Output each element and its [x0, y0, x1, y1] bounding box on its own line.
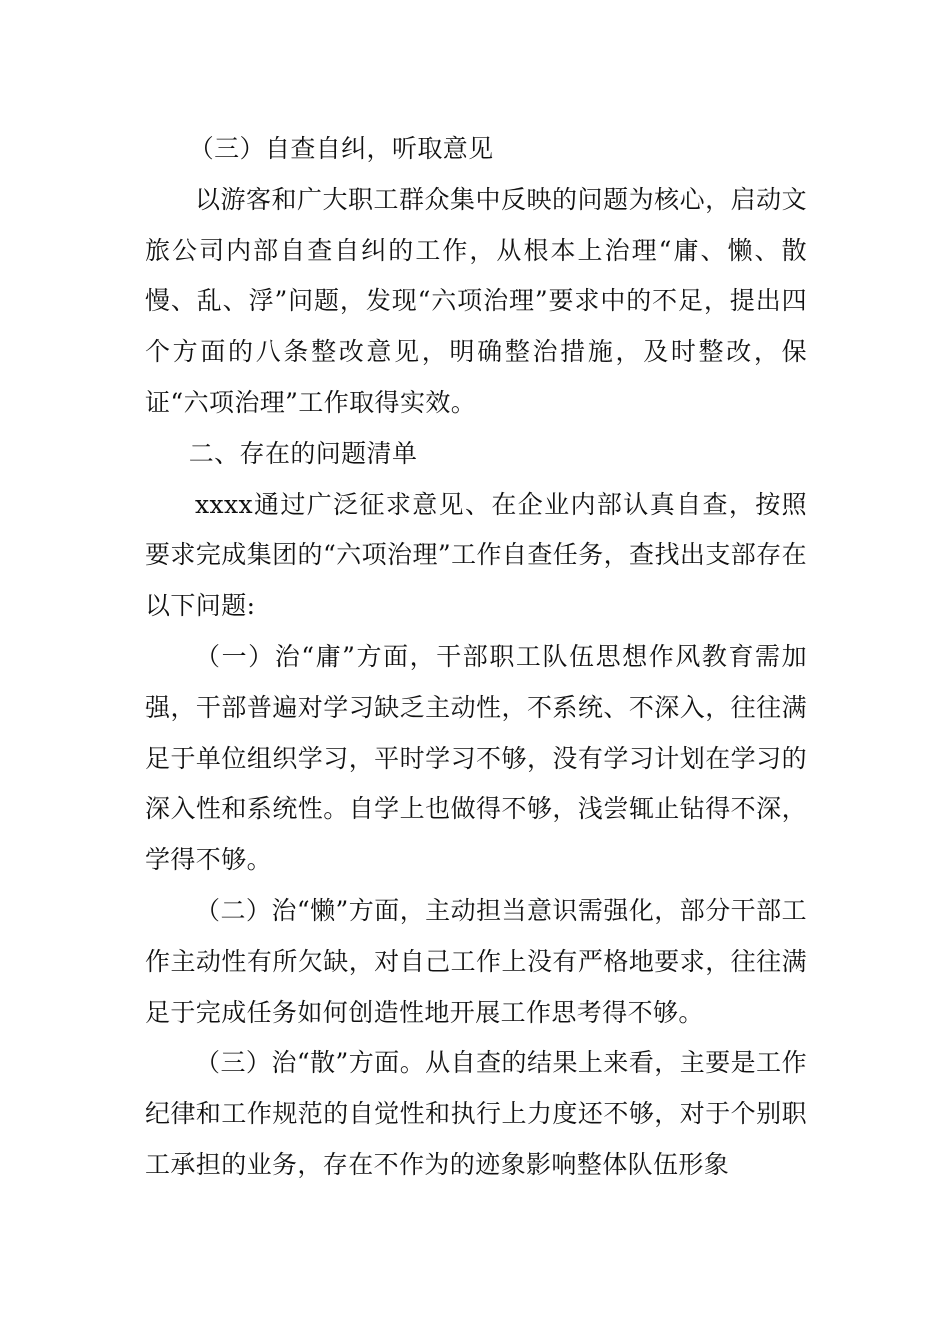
paragraph-laziness: （二）治“懒”方面，主动担当意识需强化，部分干部工作主动性有所欠缺，对自己工作上没有严格地要求，往往满足于完成任务如何创造性地开展工作思考得不够。 [145, 895, 807, 1027]
document-body [145, 124, 807, 1191]
paragraph-self-check-body: 以游客和广大职工群众集中反映的问题为核心，启动文旅公司内部自查自纠的工作，从根本上治理“庸、懒、散慢、乱、浮”问题，发现“六项治理”要求中的不足，提出四个方面的八条整改意见，明确整治措施，及时整改，保证“六项治理”工作取得实效。 [145, 184, 807, 417]
paragraph-laxity: （三）治“散”方面。从自查的结果上来看，主要是工作纪律和工作规范的自觉性和执行上力度还不够，对于个别职工承担的业务，存在不作为的迹象影响整体队伍形象 [145, 1048, 807, 1179]
section-heading-problem-list: 二、存在的问题清单 [188, 438, 418, 468]
paragraph-problem-intro: xxxx通过广泛征求意见、在企业内部认真自查，按照要求完成集团的“六项治理”工作自查任务，查找出支部存在以下问题: [145, 489, 807, 621]
paragraph-mediocrity: （一）治“庸”方面，干部职工队伍思想作风教育需加强，干部普遍对学习缺乏主动性，不系统、不深入，往往满足于单位组织学习，平时学习不够，没有学习计划在学习的深入性和系统性。自学上也做得不够，浅尝辄止钻得不深，学得不够。 [145, 641, 807, 875]
section-heading-self-check: （三）自查自纠，听取意见 [188, 134, 494, 163]
